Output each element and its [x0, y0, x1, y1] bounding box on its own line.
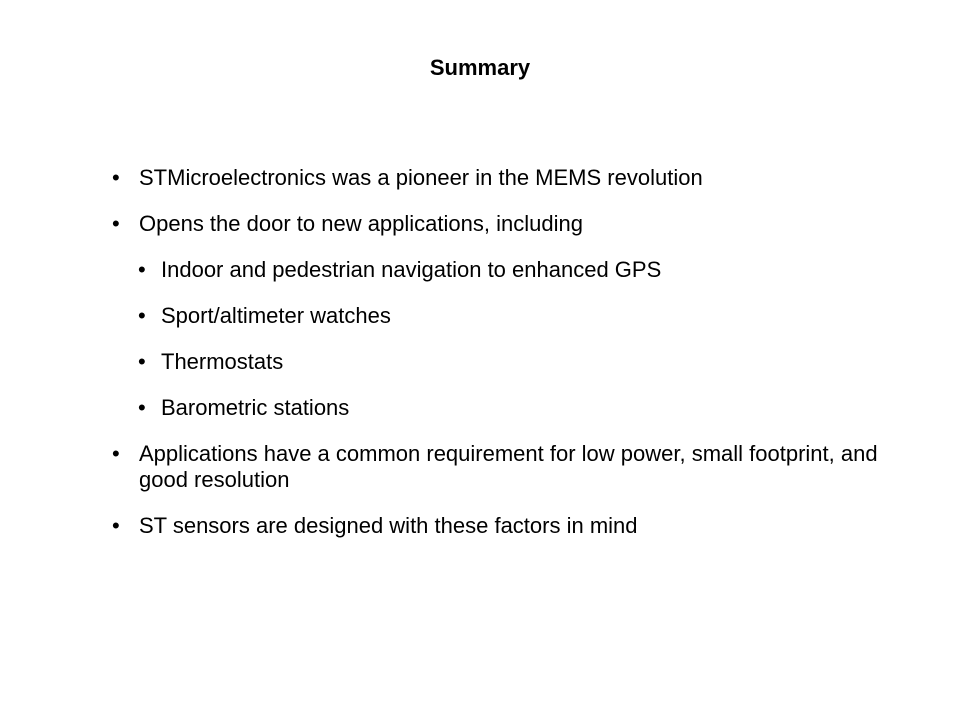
bullet-text: Applications have a common requirement for low power, small footprint, and good resolution [139, 441, 878, 492]
bullet-item [112, 211, 912, 237]
bullet-item [112, 165, 912, 191]
sub-bullet-text: Sport/altimeter watches [161, 303, 391, 328]
bullet-item [112, 441, 912, 493]
sub-bullet-item [112, 303, 912, 329]
bullet-item [112, 513, 912, 539]
bullet-dot-icon: • [138, 257, 146, 282]
bullet-text: ST sensors are designed with these factors in mind [139, 513, 638, 538]
bullet-dot-icon: • [112, 211, 120, 236]
sub-bullet-text: Barometric stations [161, 395, 350, 420]
bullet-dot-icon: • [112, 165, 120, 190]
slide-title: Summary [429, 55, 531, 80]
bullet-list [112, 165, 912, 559]
bullet-text: STMicroelectronics was a pioneer in the MEMS revolution [139, 165, 703, 190]
sub-bullet-item [112, 395, 912, 421]
bullet-dot-icon: • [138, 349, 146, 374]
sub-bullet-item [112, 349, 912, 375]
sub-bullet-text: Indoor and pedestrian navigation to enhanced GPS [161, 257, 662, 282]
bullet-dot-icon: • [138, 395, 146, 420]
sub-bullet-item [112, 257, 912, 283]
bullet-text: Opens the door to new applications, including [139, 211, 583, 236]
bullet-dot-icon: • [112, 441, 120, 466]
sub-bullet-text: Thermostats [161, 349, 284, 374]
bullet-dot-icon: • [138, 303, 146, 328]
bullet-dot-icon: • [112, 513, 120, 538]
